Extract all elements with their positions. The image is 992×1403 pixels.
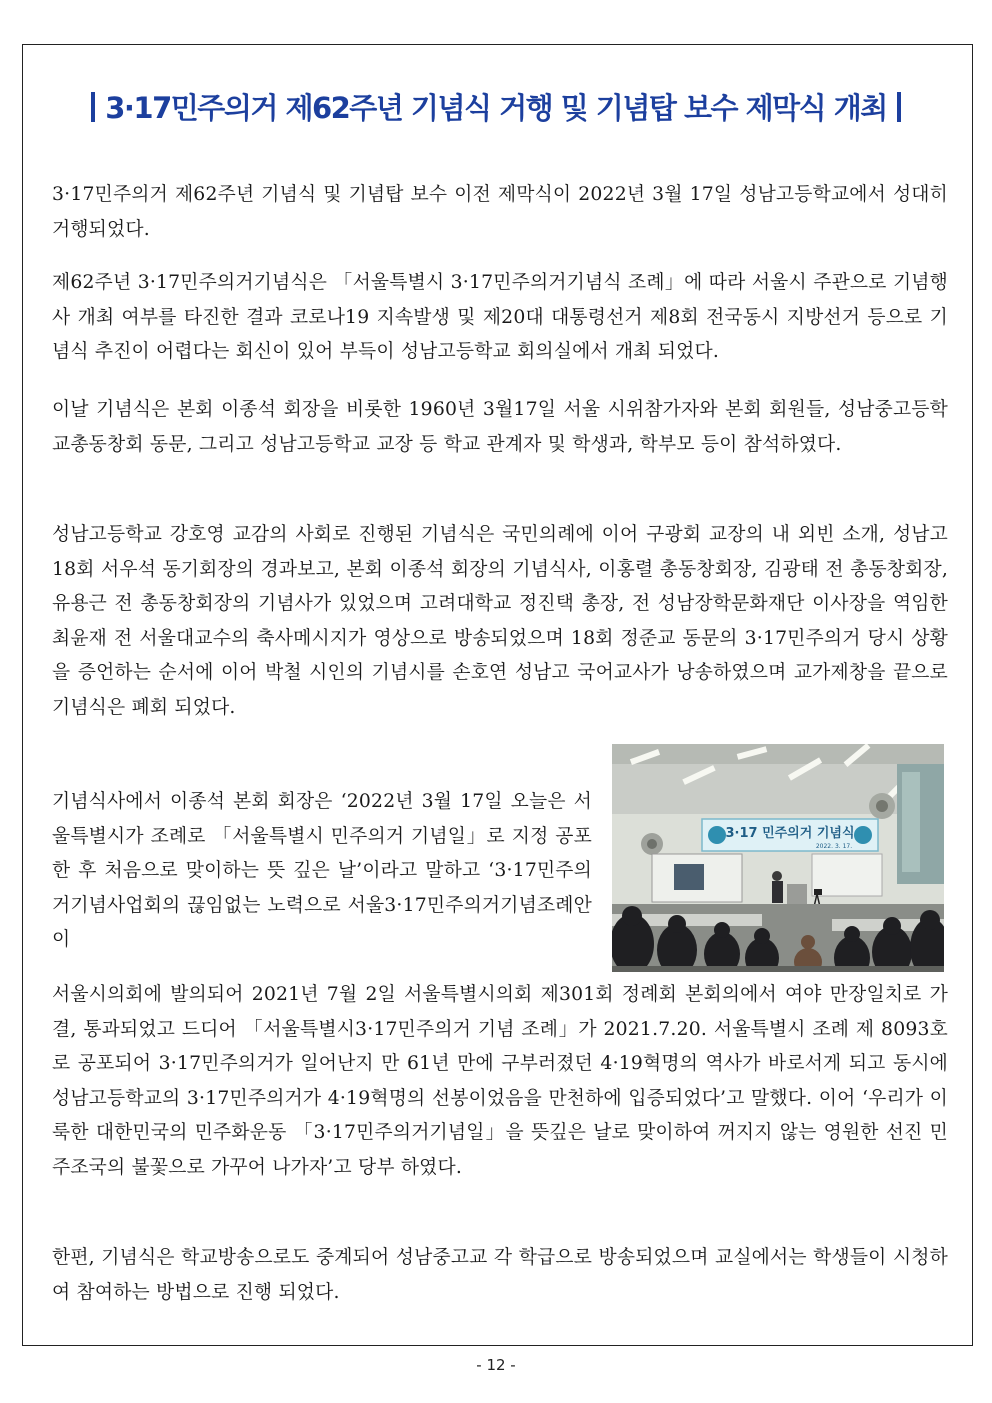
paragraph-4: 성남고등학교 강호영 교감의 사회로 진행된 기념식은 국민의례에 이어 구광회 교장의 내 외빈 소개, 성남고 18회 서우석 동기회장의 경과보고, 본회 이종석 회장의 기념식사, 이홍렬 총동창회장, 김광태 전 총동창회장, 유용근 전 총동창회장의 기념사가 있었으며 고려대학교 정진택 총장, 전 성남장학문화재단 이사장을 역임한 최윤재 전 서울대교수의 축사메시지가 영상으로 방송되었으며 18회 정준교 동문의 3·17민주의거 당시 상황을 증언하는 순서에 이어 박철 시인의 기념시를 손호연 성남고 국어교사가 낭송하였으며 교가제창을 끝으로 기념식은 폐회 되었다. [52,524,948,718]
title-bar-left [91,92,95,122]
paragraph-3: 이날 기념식은 본회 이종석 회장을 비롯한 1960년 3월17일 서울 시위참가자와 본회 회원들, 성남중고등학교총동창회 동문, 그리고 성남고등학교 교장 등 학교 관계자 및 학생과, 학부모 등이 참석하였다. [52,399,948,455]
paragraph-5-continued: 서울시의회에 발의되어 2021년 7월 2일 서울특별시의회 제301회 정례회 본회의에서 여야 만장일치로 가결, 통과되었고 드디어 「서울특별시3·17민주의거 기념 조례」가 2021.7.20. 서울특별시 조례 제 8093호로 공포되어 3·17민주의거가 일어난지 만 61년 만에 구부러졌던 4·19혁명의 역사가 바로서게 되고 동시에 성남고등학교의 3·17민주의거가 4·19혁명의 선봉이었음을 만천하에 입증되었다’고 말했다. 이어 ‘우리가 이룩한 대한민국의 민주화운동 「3·17민주의거기념일」을 뜻깊은 날로 맞이하여 꺼지지 않는 영원한 선진 민주조국의 불꽃으로 가꾸어 나가자’고 당부 하였다. [52,984,948,1178]
paragraph-2: 제62주년 3·17민주의거기념식은 「서울특별시 3·17민주의거기념식 조례」에 따라 서울시 주관으로 기념행사 개최 여부를 타진한 결과 코로나19 지속발생 및 제20대 대통령선거 제8회 전국동시 지방선거 등으로 기념식 추진이 어렵다는 회신이 있어 부득이 성남고등학교 회의실에서 개최 되었다. [52,272,948,362]
paragraph-5-wrapped: 기념식사에서 이종석 본회 회장은 ‘2022년 3월 17일 오늘은 서울특별시가 조례로 「서울특별시 민주의거 기념일」로 지정 공포한 후 처음으로 맞이하는 뜻 깊은 날’이라고 말하고 ‘3·17민주의거기념사업회의 끊임없는 노력으로 서울3·17민주의거기념조례안이 [52,791,592,950]
title-text: 3·17민주의거 제62주년 기념식 거행 및 기념탑 보수 제막식 개최 [105,91,887,125]
banner-date: 2022. 3. 17. [815,843,853,850]
banner-title: 3·17 민주의거 기념식 [725,826,855,841]
paragraph-1: 3·17민주의거 제62주년 기념식 및 기념탑 보수 이전 제막식이 2022년 3월 17일 성남고등학교에서 성대히 거행되었다. [52,184,948,240]
ceremony-photo-illustration [612,744,944,972]
paragraph-6: 한편, 기념식은 학교방송으로도 중계되어 성남중고교 각 학급으로 방송되었으며 교실에서는 학생들이 시청하여 참여하는 방법으로 진행 되었다. [52,1247,948,1303]
page-number: - 12 - [476,1356,516,1374]
article-title [0,88,992,128]
title-bar-right [897,92,901,122]
ceremony-photo [612,744,944,972]
